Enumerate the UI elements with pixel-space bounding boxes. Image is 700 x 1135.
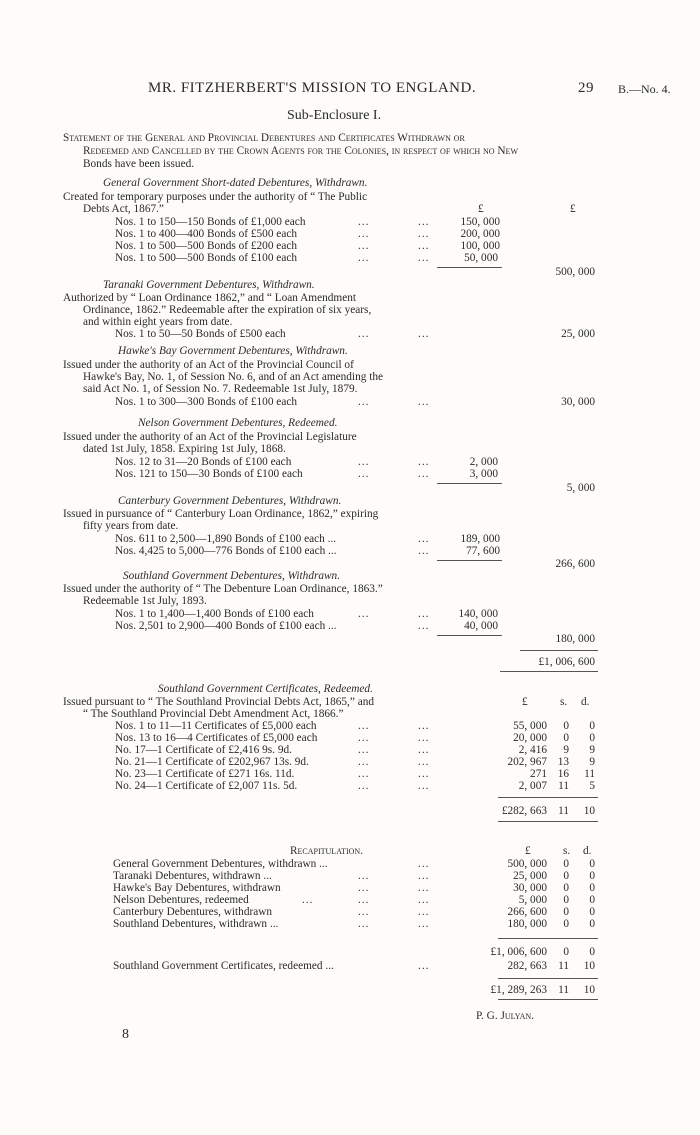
- section-description: “ The Southland Provincial Debt Amendment Act, 1866.”: [83, 708, 344, 720]
- subtotal-rule: [437, 483, 502, 484]
- bond-row-label: Nos. 1 to 500—500 Bonds of £200 each: [115, 240, 297, 252]
- statement-line: Statement of the General and Provincial Debentures and Certificates Withdrawn or: [63, 132, 465, 144]
- recap-pence: 0: [589, 870, 595, 882]
- certificate-shillings: 11: [558, 780, 569, 792]
- certificate-row-label: No. 21—1 Certificate of £202,967 13s. 9d.: [115, 756, 309, 768]
- statement-line: Bonds have been issued.: [83, 158, 195, 170]
- certificates-total-shillings: 11: [558, 805, 569, 817]
- bond-row-amount: 140, 000: [458, 608, 498, 620]
- certificate-shillings: 16: [557, 768, 569, 780]
- recap-pence: 0: [589, 882, 595, 894]
- recap-certificates-label: Southland Government Certificates, redeemed ...: [113, 960, 334, 972]
- section-heading: Canterbury Government Debentures, Withdrawn.: [118, 495, 342, 507]
- recap-certificates-pence: 10: [583, 960, 595, 972]
- certificate-row-label: Nos. 13 to 16—4 Certificates of £5,000 each: [115, 732, 318, 744]
- bond-row-label: Nos. 1 to 1,400—1,400 Bonds of £100 each: [115, 608, 314, 620]
- bond-row-label: Nos. 1 to 400—400 Bonds of £500 each: [115, 228, 297, 240]
- bond-row-amount: 2, 000: [469, 456, 498, 468]
- bond-row-amount: 50, 000: [464, 252, 498, 264]
- recap-pounds: 266, 600: [507, 906, 547, 918]
- certificate-shillings: 0: [563, 732, 569, 744]
- section-description: dated 1st July, 1858. Expiring 1st July, 1868.: [83, 443, 286, 455]
- certificate-pence: 9: [589, 744, 595, 756]
- recap-grand-total-rule: [498, 999, 598, 1000]
- section-description: Debts Act, 1867.”: [83, 203, 164, 215]
- recap-row-label: Southland Debentures, withdrawn ...: [113, 918, 279, 930]
- bond-row-amount: 150, 000: [460, 216, 500, 228]
- bond-row-amount: 3, 000: [469, 468, 498, 480]
- certificate-pounds: 55, 000: [513, 720, 547, 732]
- recap-grand-total-shillings: 11: [558, 984, 569, 996]
- section-description: and within eight years from date.: [83, 316, 233, 328]
- subtotal-rule: [437, 560, 502, 561]
- section-heading: Southland Government Certificates, Redeemed.: [158, 683, 373, 695]
- recap-pence: 0: [589, 858, 595, 870]
- bond-row-label: Nos. 4,425 to 5,000—776 Bonds of £100 each ...: [115, 545, 337, 557]
- subtotal-rule: [437, 635, 502, 636]
- recap-shillings: 0: [563, 882, 569, 894]
- section-description: Issued under the authority of an Act of the Provincial Legislature: [63, 431, 357, 443]
- certificate-row-label: Nos. 1 to 11—11 Certificates of £5,000 each: [115, 720, 317, 732]
- page-number: 29: [578, 80, 594, 96]
- section-total: 500, 000: [555, 266, 595, 278]
- bond-row-amount: 189, 000: [460, 533, 500, 545]
- certificate-pence: 11: [584, 768, 595, 780]
- recap-shillings: 0: [563, 918, 569, 930]
- column-header-shillings: s.: [560, 696, 568, 708]
- column-header-pence: d.: [581, 696, 590, 708]
- paper-reference: B.—No. 4.: [618, 82, 671, 96]
- grand-total-rule: [500, 671, 598, 672]
- bond-row-label: Nos. 1 to 500—500 Bonds of £100 each: [115, 252, 297, 264]
- bond-row-label: Nos. 2,501 to 2,900—400 Bonds of £100 each ...: [115, 620, 337, 632]
- certificate-shillings: 0: [563, 720, 569, 732]
- bond-row-amount: 200, 000: [460, 228, 500, 240]
- recap-row-label: Canterbury Debentures, withdrawn: [113, 906, 273, 918]
- recap-pence: 0: [589, 894, 595, 906]
- recap-row-label: Nelson Debentures, redeemed: [113, 894, 249, 906]
- page-header-title: MR. FITZHERBERT'S MISSION TO ENGLAND.: [148, 80, 477, 96]
- debentures-grand-total: £1, 006, 600: [538, 656, 595, 668]
- certificate-row-label: No. 23—1 Certificate of £271 16s. 11d.: [115, 768, 295, 780]
- certificates-total-pounds: £282, 663: [501, 805, 547, 817]
- certificate-shillings: 9: [563, 744, 569, 756]
- section-description: Issued under the authority of an Act of the Provincial Council of: [63, 359, 354, 371]
- certificates-total-pence: 10: [583, 805, 595, 817]
- column-header-pence: d.: [583, 845, 592, 857]
- recapitulation-heading: Recapitulation.: [290, 845, 364, 857]
- section-total: 5, 000: [566, 482, 595, 494]
- column-header-pounds: £: [522, 696, 528, 708]
- recap-pounds: 5, 000: [518, 894, 547, 906]
- bond-row-amount: 77, 600: [466, 545, 500, 557]
- bond-row-amount: 40, 000: [464, 620, 498, 632]
- section-description: fifty years from date.: [83, 520, 179, 532]
- certificate-pounds: 271: [530, 768, 547, 780]
- footer-page-number: 8: [122, 1027, 129, 1042]
- recap-subtotal-pence: 0: [589, 946, 595, 958]
- recap-shillings: 0: [563, 894, 569, 906]
- recap-row-label: Taranaki Debentures, withdrawn ...: [113, 870, 272, 882]
- certificate-row-label: No. 17—1 Certificate of £2,416 9s. 9d.: [115, 744, 292, 756]
- bond-row-label: Nos. 1 to 150—150 Bonds of £1,000 each: [115, 216, 306, 228]
- recap-pounds: 25, 000: [513, 870, 547, 882]
- section-description: Issued in pursuance of “ Canterbury Loan Ordinance, 1862,” expiring: [63, 508, 379, 520]
- section-total: 25, 000: [561, 328, 595, 340]
- recap-shillings: 0: [563, 906, 569, 918]
- recap-grand-total-pence: 10: [583, 984, 595, 996]
- certificate-pence: 0: [589, 732, 595, 744]
- certificate-pence: 9: [589, 756, 595, 768]
- section-description: Hawke's Bay, No. 1, of Session No. 6, and of an Act amending the: [83, 371, 383, 383]
- currency-symbol: £: [478, 203, 484, 215]
- section-total: 180, 000: [555, 633, 595, 645]
- recap-pounds: 500, 000: [507, 858, 547, 870]
- section-description: Created for temporary purposes under the authority of “ The Public: [63, 191, 368, 203]
- column-header-pounds: £: [525, 845, 531, 857]
- certificate-pounds: 20, 000: [513, 732, 547, 744]
- section-total: 30, 000: [561, 396, 595, 408]
- certificate-pounds: 2, 416: [518, 744, 547, 756]
- sub-enclosure-title: Sub-Enclosure I.: [287, 108, 382, 123]
- recap-shillings: 0: [563, 858, 569, 870]
- bond-row-label: Nos. 1 to 300—300 Bonds of £100 each: [115, 396, 297, 408]
- section-description: Redeemable 1st July, 1893.: [83, 595, 207, 607]
- certificate-shillings: 13: [557, 756, 569, 768]
- recap-pounds: 180, 000: [507, 918, 547, 930]
- bond-row-label: Nos. 611 to 2,500—1,890 Bonds of £100 each ...: [115, 533, 337, 545]
- section-heading: Hawke's Bay Government Debentures, Withdrawn.: [118, 345, 348, 357]
- grand-total-rule: [520, 650, 598, 651]
- section-heading: Nelson Government Debentures, Redeemed.: [138, 417, 338, 429]
- recap-row-label: General Government Debentures, withdrawn ...: [113, 858, 328, 870]
- recap-pence: 0: [589, 918, 595, 930]
- recap-shillings: 0: [563, 870, 569, 882]
- section-description: said Act No. 1, of Session No. 7. Redeemable 1st July, 1879.: [83, 383, 358, 395]
- certificate-row-label: No. 24—1 Certificate of £2,007 11s. 5d.: [115, 780, 298, 792]
- section-description: Ordinance, 1862.” Redeemable after the expiration of six years,: [83, 304, 372, 316]
- recap-subtotal-shillings: 0: [563, 946, 569, 958]
- section-heading: Southland Government Debentures, Withdrawn.: [123, 570, 341, 582]
- recap-row-label: Hawke's Bay Debentures, withdrawn: [113, 882, 281, 894]
- subtotal-rule: [437, 267, 502, 268]
- certificate-pence: 0: [589, 720, 595, 732]
- section-description: Issued under the authority of “ The Debenture Loan Ordinance, 1863.”: [63, 583, 383, 595]
- section-heading: General Government Short-dated Debentures, Withdrawn.: [103, 177, 368, 189]
- bond-row-label: Nos. 121 to 150—30 Bonds of £100 each: [115, 468, 303, 480]
- certificates-total-rule: [498, 821, 598, 822]
- currency-symbol: £: [570, 203, 576, 215]
- section-total: 266, 600: [555, 558, 595, 570]
- bond-row-label: Nos. 12 to 31—20 Bonds of £100 each: [115, 456, 292, 468]
- recap-certificates-shillings: 11: [558, 960, 569, 972]
- recap-pounds: 30, 000: [513, 882, 547, 894]
- recap-grand-total-rule: [498, 978, 598, 979]
- column-header-shillings: s.: [563, 845, 571, 857]
- recap-subtotal-rule: [498, 938, 598, 939]
- statement-line: Redeemed and Cancelled by the Crown Agents for the Colonies, in respect of which no New: [83, 145, 518, 157]
- recap-grand-total-pounds: £1, 289, 263: [490, 984, 547, 996]
- recap-pence: 0: [589, 906, 595, 918]
- section-description: Issued pursuant to “ The Southland Provincial Debts Act, 1865,” and: [63, 696, 375, 708]
- section-heading: Taranaki Government Debentures, Withdrawn.: [103, 279, 315, 291]
- section-description: Authorized by “ Loan Ordinance 1862,” and “ Loan Amendment: [63, 292, 356, 304]
- certificates-total-rule: [498, 797, 598, 798]
- signature: P. G. Julyan.: [476, 1010, 535, 1022]
- bond-row-label: Nos. 1 to 50—50 Bonds of £500 each: [115, 328, 286, 340]
- certificate-pounds: 202, 967: [507, 756, 547, 768]
- recap-certificates-pounds: 282, 663: [507, 960, 547, 972]
- certificate-pounds: 2, 007: [518, 780, 547, 792]
- recap-subtotal-pounds: £1, 006, 600: [490, 946, 547, 958]
- certificate-pence: 5: [589, 780, 595, 792]
- bond-row-amount: 100, 000: [460, 240, 500, 252]
